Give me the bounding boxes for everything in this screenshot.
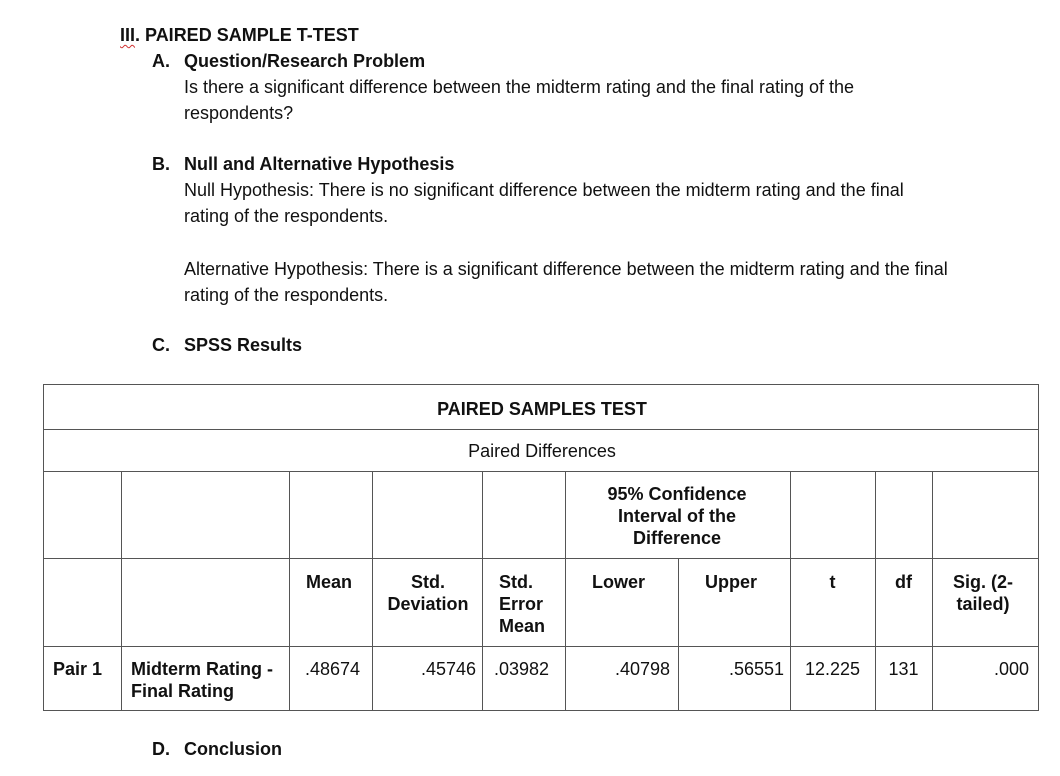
part-a-question: Is there a significant difference between the midterm rating and the final rating of the respondents? [184, 77, 855, 123]
header-upper: Upper [705, 572, 758, 592]
alternative-hypothesis: Alternative Hypothesis: There is a significant difference between the midterm rating and the final rating of the respondents. [184, 259, 948, 305]
table-rule-4 [44, 646, 1038, 647]
part-d-letter: D. [152, 739, 170, 759]
part-c-title: SPSS Results [184, 335, 303, 355]
heading-title: . PAIRED SAMPLE T-TEST [135, 25, 359, 45]
col-divider-6 [678, 558, 679, 710]
cell-std-error-mean: .03982 [494, 659, 550, 679]
table-title: PAIRED SAMPLES TEST [437, 399, 647, 419]
ci-header: 95% Confidence Interval of the Difference [607, 484, 747, 548]
header-std-error-mean: Std. Error Mean [499, 572, 546, 636]
header-mean: Mean [306, 572, 353, 592]
part-a-letter: A. [152, 51, 170, 71]
table-rule-2 [44, 471, 1038, 472]
header-t: t [829, 572, 836, 592]
col-divider-4 [482, 471, 483, 710]
header-lower: Lower [592, 572, 646, 592]
cell-upper: .56551 [728, 659, 784, 679]
null-hypothesis: Null Hypothesis: There is no significant difference between the midterm rating and the final rating of the respondents. [184, 180, 904, 226]
part-d-title: Conclusion [184, 739, 282, 759]
cell-lower: .40798 [614, 659, 670, 679]
header-std-deviation: Std. Deviation [387, 572, 469, 614]
header-sig-2-tailed: Sig. (2-tailed) [952, 572, 1013, 614]
col-divider-2 [289, 471, 290, 710]
paired-samples-table [43, 384, 1039, 711]
part-c-letter: C. [152, 335, 170, 355]
part-b-letter: B. [152, 154, 170, 174]
heading-roman-numeral: III [120, 25, 136, 45]
part-a-title: Question/Research Problem [184, 51, 426, 71]
part-a-heading [152, 51, 425, 72]
table-rule-3 [44, 558, 1038, 559]
section-heading [120, 25, 359, 46]
cell-sig: .000 [993, 659, 1029, 679]
cell-std-deviation: .45746 [420, 659, 476, 679]
header-df: df [895, 572, 912, 592]
part-b-title: Null and Alternative Hypothesis [184, 154, 455, 174]
cell-t: 12.225 [804, 659, 861, 679]
table-subtitle: Paired Differences [468, 441, 616, 461]
table-rule-1 [44, 429, 1038, 430]
cell-df: 131 [888, 659, 919, 679]
part-b-heading [152, 154, 454, 175]
part-d-heading [152, 739, 282, 760]
row-pair-label: Pair 1 [53, 659, 103, 679]
part-c-heading [152, 335, 302, 356]
row-variable-label: Midterm Rating - Final Rating [131, 659, 273, 701]
cell-mean: .48674 [305, 659, 361, 679]
col-divider-1 [121, 471, 122, 710]
